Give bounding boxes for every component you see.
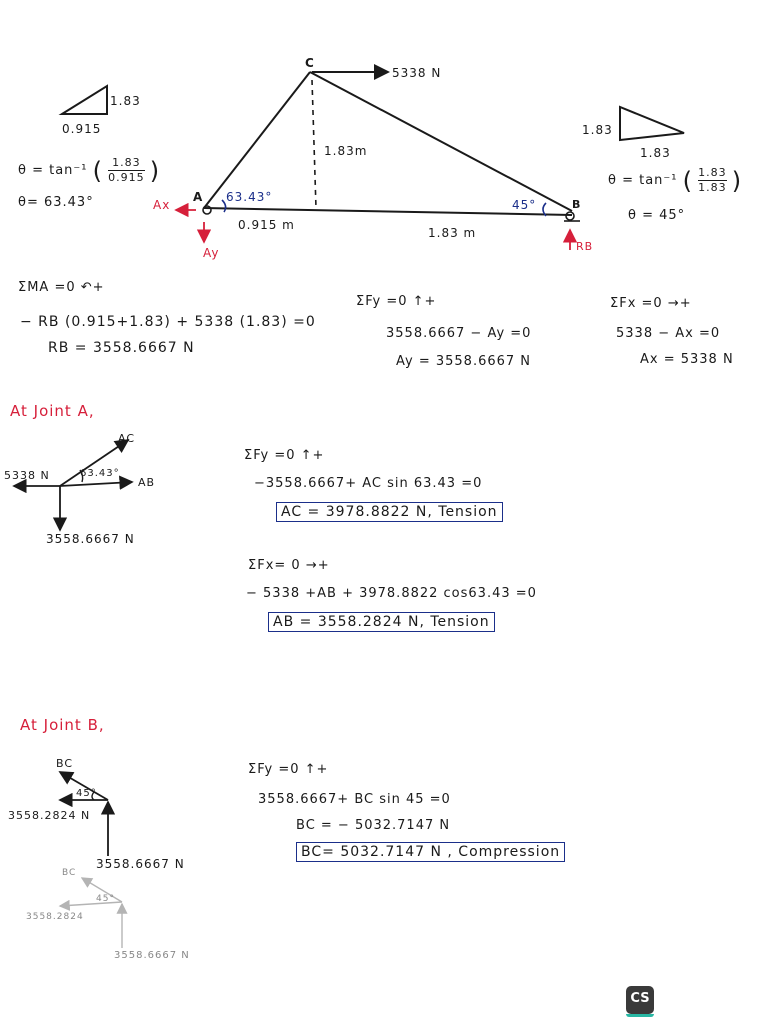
joint-a-left-force: 5338 N: [4, 469, 50, 482]
camscanner-badge: CS: [626, 986, 654, 1014]
ay-label: Ay: [203, 246, 220, 260]
joint-a-angle: 63.43°: [80, 468, 120, 479]
height-dashed-line: [312, 80, 316, 208]
left-theta-num: 1.83: [108, 156, 145, 171]
height-dim-label: 1.83m: [324, 144, 368, 158]
dim-b-label: 1.83 m: [428, 226, 477, 240]
faint-angle: 45°: [96, 894, 115, 904]
bc-result-box: BC= 5032.7147 N , Compression: [296, 842, 565, 862]
joint-b-bc-label: BC: [56, 757, 74, 770]
fx-reaction-title: ΣFx =0 →+: [610, 296, 692, 311]
fy-reaction-title: ΣFy =0 ↑+: [356, 294, 437, 309]
joint-b-fy-equation: 3558.6667+ BC sin 45 =0: [258, 792, 451, 807]
joint-a-heading: At Joint A,: [10, 402, 95, 420]
ax-label: Ax: [153, 198, 171, 212]
joint-a-ab-label: AB: [138, 476, 156, 489]
right-theta-value: θ = 45°: [628, 208, 686, 223]
joint-b-fy-title: ΣFy =0 ↑+: [248, 762, 329, 777]
left-tri-base: 0.915: [62, 122, 102, 136]
faint-left-force: 3558.2824: [26, 912, 84, 922]
right-theta-den: 1.83: [698, 181, 727, 194]
left-ratio-triangle: [62, 86, 107, 114]
support-b: [566, 212, 574, 220]
left-theta-eq: θ = tan⁻¹ ( $\frac{1.83}{0.915}$ ): [18, 156, 161, 185]
joint-b-left-force: 3558.2824 N: [8, 809, 91, 822]
faint-down-force: 3558.6667 N: [114, 950, 190, 961]
moment-title: ΣMA =0 ↶+: [18, 280, 105, 295]
joint-a-fx-equation: − 5338 +AB + 3978.8822 cos63.43 =0: [246, 586, 537, 601]
ax-result: Ax = 5338 N: [640, 352, 734, 367]
ay-result: Ay = 3558.6667 N: [396, 354, 532, 369]
joint-a-label: A: [193, 190, 204, 204]
faint-bc-label: BC: [62, 868, 77, 878]
rb-label: RB: [576, 240, 594, 253]
joint-a-ac-label: AC: [118, 432, 136, 445]
moment-equation: − RB (0.915+1.83) + 5338 (1.83) =0: [20, 314, 316, 330]
joint-a-down-force: 3558.6667 N: [46, 532, 135, 546]
angle-a-label: 63.43°: [226, 190, 273, 204]
right-theta-num: 1.83: [698, 166, 727, 179]
ac-result-box: AC = 3978.8822 N, Tension: [276, 502, 503, 522]
left-theta-value: θ= 63.43°: [18, 195, 94, 210]
dim-a-label: 0.915 m: [238, 218, 295, 232]
member-bc: [310, 72, 572, 211]
angle-b-label: 45°: [512, 198, 537, 212]
rb-result: RB = 3558.6667 N: [48, 340, 195, 356]
truss-diagram: [176, 72, 580, 250]
ab-result-box: AB = 3558.2824 N, Tension: [268, 612, 495, 632]
joint-a-fy-title: ΣFy =0 ↑+: [244, 448, 325, 463]
member-ac: [204, 72, 310, 208]
joint-b-fy-solution: BC = − 5032.7147 N: [296, 818, 451, 833]
joint-b-heading: At Joint B,: [20, 716, 105, 734]
joint-a-fy-equation: −3558.6667+ AC sin 63.43 =0: [254, 476, 483, 491]
right-tri-height: 1.83: [582, 123, 613, 137]
right-tri-base: 1.83: [640, 146, 671, 160]
joint-b-down-force: 3558.6667 N: [96, 857, 185, 871]
fx-reaction-equation: 5338 − Ax =0: [616, 326, 721, 341]
joint-a-fx-title: ΣFx= 0 →+: [248, 558, 330, 573]
left-theta-den: 0.915: [108, 171, 145, 184]
left-tri-height: 1.83: [110, 94, 141, 108]
right-theta-eq: θ = tan⁻¹ ( $\frac{1.83}{1.83}$ ): [608, 166, 743, 195]
right-ratio-triangle: [620, 107, 684, 140]
fy-reaction-equation: 3558.6667 − Ay =0: [386, 326, 532, 341]
force-c-label: 5338 N: [392, 66, 442, 80]
joint-c-label: C: [305, 56, 315, 70]
joint-a-fbd: [14, 440, 132, 530]
joint-b-angle: 45°: [76, 788, 97, 799]
joint-b-label: B: [572, 198, 582, 211]
